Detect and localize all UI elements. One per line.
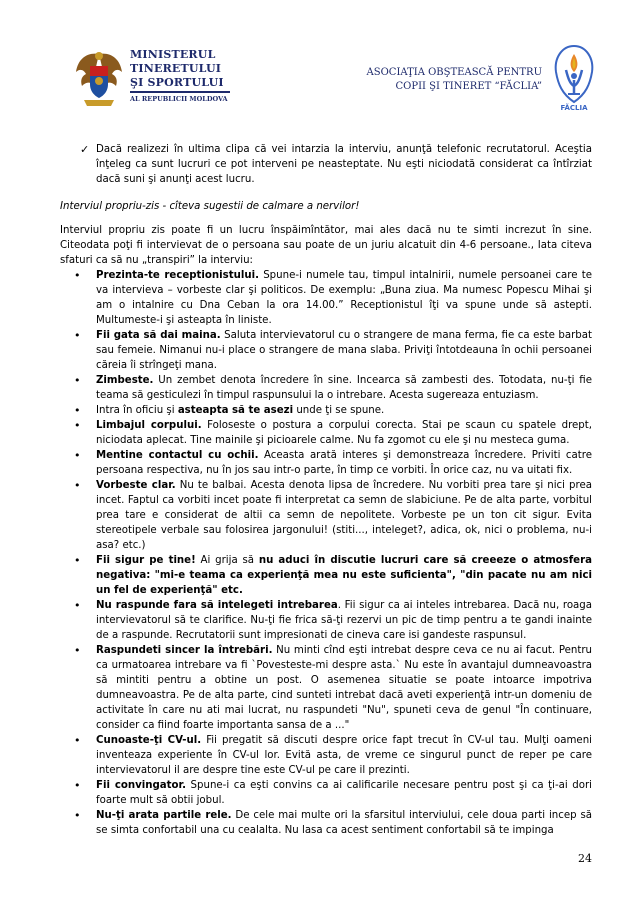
bullet-icon: • <box>74 449 81 462</box>
tip-bold: Mentine contactul cu ochii. <box>96 450 259 461</box>
bullet-icon: • <box>74 809 81 822</box>
list-item <box>60 733 592 778</box>
tip-text: Nu te balbai. Acesta denota lipsa de încredere. Nu vorbiti prea tare şi nici prea incet. Faptul ca vorbiti incet poate fi interpretat ca semn de slabiciune. Pe de alta parte, vorbitul prea tare e considerat de altii ca semn de nepolitete. Vorbeste pe un ton cit sigur. Evita stereotipele verbale sau folosirea jargonului! (stiti..., inteleget?, adica, ok, nici o problema, nu-i asa? etc.) <box>96 480 592 551</box>
tip-text: Spune-i ca eşti convins ca ai calificarile necesare pentru post şi ca ţi-ai dori foarte mult să obtii jobul. <box>96 780 592 806</box>
tip-text: unde ţi se spune. <box>293 405 385 416</box>
coat-of-arms-icon <box>74 48 124 110</box>
intro-check-text: Dacă realizezi în ultima clipa că vei intarzia la interviu, anunţă telefonic recrutatorul. Aceştia înţeleg ca sunt lucruri ce pot interveni pe neasteptate. Nu eşti niciodată considerat ca întîrziat dacă suni şi anunţi acest lucru. <box>96 144 592 185</box>
bullet-icon: • <box>74 329 81 342</box>
list-item <box>60 418 592 448</box>
tip-bold-2: nu aduci în discutie lucruri care să creeeze o atmosfera negativa: "mi-e teama ca experienţă mea nu este suficienta", "din pacate nu am nici un fel de experienţă" etc. <box>96 555 592 596</box>
tip-bold: Nu raspunde fara să intelegeti intrebarea <box>96 600 338 611</box>
tips-list <box>60 268 592 838</box>
tip-text: De cele mai multe ori la sfarsitul interviului, cele doua parti incep să se simta confortabil una cu cealalta. Nu lasa ca acest sentiment confortabil să te impinga <box>96 810 592 836</box>
tip-text: Fii pregatit să discuti despre orice fapt trecut în CV-ul tau. Mulţi oameni inventeaza experiente în CV-ul lor. Evită asta, de vreme ce singurul punct de reper pe care intervievatorul il are despre tine este CV-ul pe care il prezinti. <box>96 735 592 776</box>
list-item <box>60 373 592 403</box>
checkmark-icon: ✓ <box>80 143 90 156</box>
tip-bold: Limbajul corpului. <box>96 420 202 431</box>
tip-text-lead: Intra în oficiu şi <box>96 405 178 416</box>
bullet-icon: • <box>74 479 81 492</box>
intro-check-item <box>60 142 592 187</box>
list-item <box>60 643 592 733</box>
bullet-icon: • <box>74 269 81 282</box>
tip-text: Un zembet denota încredere în sine. Incearca să zambesti des. Totodata, nu-ţi fie teama să gesticulezi în timpul raspunsului la o intrebare. Acesta sugereaza entuziasm. <box>96 375 592 401</box>
bullet-icon: • <box>74 779 81 792</box>
list-item <box>60 598 592 643</box>
ministry-line-3: ŞI SPORTULUI <box>130 76 224 89</box>
tip-text: Spune-i numele tau, timpul intalnirii, numele persoanei care te va intervieva – vorbeste clar şi politicos. De exemplu: „Buna ziua. Ma numesc Popescu Mihai şi am o intalnire cu Dna Ceban la ora 14.00.” Receptionistul îţi va spune unde să astepti. Multumeste-i şi asteapta în liniste. <box>96 270 593 326</box>
section-subheading: Interviul propriu-zis - cîteva sugestii de calmare a nervilor! <box>60 201 360 212</box>
intro-paragraph: Interviul propriu zis poate fi un lucru înspăimîntător, mai ales dacă nu te simti increzut în sine. Citeodata poţi fi intervievat de o persoana sau poate de un juriu alcatuit din 4-6 persoane., Iata citeva sfaturi ca să nu „transpiri” la interviu: <box>60 225 592 266</box>
list-item <box>60 268 592 328</box>
ministry-logo <box>74 48 234 112</box>
list-item <box>60 808 592 838</box>
list-item <box>60 403 592 418</box>
tip-bold: Prezinta-te receptionistului. <box>96 270 259 281</box>
association-line-2: COPII ŞI TINERET “FĂCLIA” <box>395 81 542 92</box>
bullet-icon: • <box>74 599 81 612</box>
ministry-divider <box>130 91 230 93</box>
association-line-1: ASOCIAŢIA OBŞTEASCĂ PENTRU <box>366 67 542 78</box>
list-item <box>60 478 592 553</box>
list-item <box>60 778 592 808</box>
bullet-icon: • <box>74 374 81 387</box>
tip-bold: Cunoaste-ţi CV-ul. <box>96 735 202 746</box>
list-item <box>60 328 592 373</box>
tip-bold: Nu-ţi arata partile rele. <box>96 810 232 821</box>
page-number: 24 <box>578 852 592 865</box>
list-item <box>60 553 592 598</box>
faclia-logo-icon <box>548 42 600 114</box>
bullet-icon: • <box>74 404 81 417</box>
bullet-icon: • <box>74 554 81 567</box>
tip-text: Saluta intervievatorul cu o strangere de mana ferma, fie ca este barbat sau femeie. Nimanui nu-i place o strangere de mana slaba. Priviţi întotdeauna în ochii persoanei căreia îi strîngeţi mana. <box>96 330 593 371</box>
tip-bold: Zimbeste. <box>96 375 154 386</box>
main-content <box>60 142 592 838</box>
bullet-icon: • <box>74 734 81 747</box>
association-name <box>320 66 542 94</box>
bullet-icon: • <box>74 419 81 432</box>
tip-text: Foloseste o postura a corpului corecta. Stai pe scaun cu spatele drept, niciodata aplecat. Tine mainile şi picioarele calme. Nu fa zgomot cu ele şi nu mesteca guma. <box>96 420 592 446</box>
tip-bold: Raspundeti sincer la întrebări. <box>96 645 273 656</box>
ministry-subtitle: AL REPUBLICII MOLDOVA <box>130 95 228 103</box>
faclia-caption: FĂCLIA <box>560 104 588 112</box>
tip-bold: Fii convingator. <box>96 780 186 791</box>
tip-bold: asteapta să te asezi <box>177 405 294 416</box>
tip-bold: Fii sigur pe tine! <box>96 555 196 566</box>
ministry-line-2: TINERETULUI <box>130 62 222 75</box>
list-item <box>60 448 592 478</box>
tip-bold: Fii gata să dai maina. <box>96 330 221 341</box>
tip-bold: Vorbeste clar. <box>96 480 176 491</box>
ministry-line-1: MINISTERUL <box>130 48 216 61</box>
ministry-text <box>130 48 234 104</box>
tip-text: Nu minti cînd eşti intrebat despre ceva ce nu ai facut. Pentru ca urmatoarea intrebare va fi `Povesteste-mi despre asta.` Nu este în avantajul dumneavoastra să mintiti pentru a obtine un post. O asemenea situatie se poate intoarce impotriva dumneavoastra. Pe de alta parte, cind sunteti intrebat dacă aveti experienţă intr-un domeniu de activitate în care nu ati mai lucrat, nu raspundeti "Nu", spuneti ceva de genul "În continuare, consider ca fiind foarte importanta sansa de a ..." <box>96 645 592 731</box>
tip-text: Ai grija să <box>195 555 259 566</box>
tip-text: Aceasta arată interes şi demonstreaza încredere. Priviti catre persoana respectiva, nu în jos sau intr-o parte, în timp ce vorbiti. În orice caz, nu va uitati fix. <box>96 450 592 476</box>
tip-text: . Fii sigur ca ai inteles intrebarea. Dacă nu, roaga intervievatorul să te clarifice. Nu-ţi fie frica să-ţi rezervi un pic de timp pentru a te gandi inainte de a raspunde. Recrutatorii sunt impresionati de cineva care isi gandeste raspunsul. <box>96 600 592 641</box>
bullet-icon: • <box>74 644 81 657</box>
